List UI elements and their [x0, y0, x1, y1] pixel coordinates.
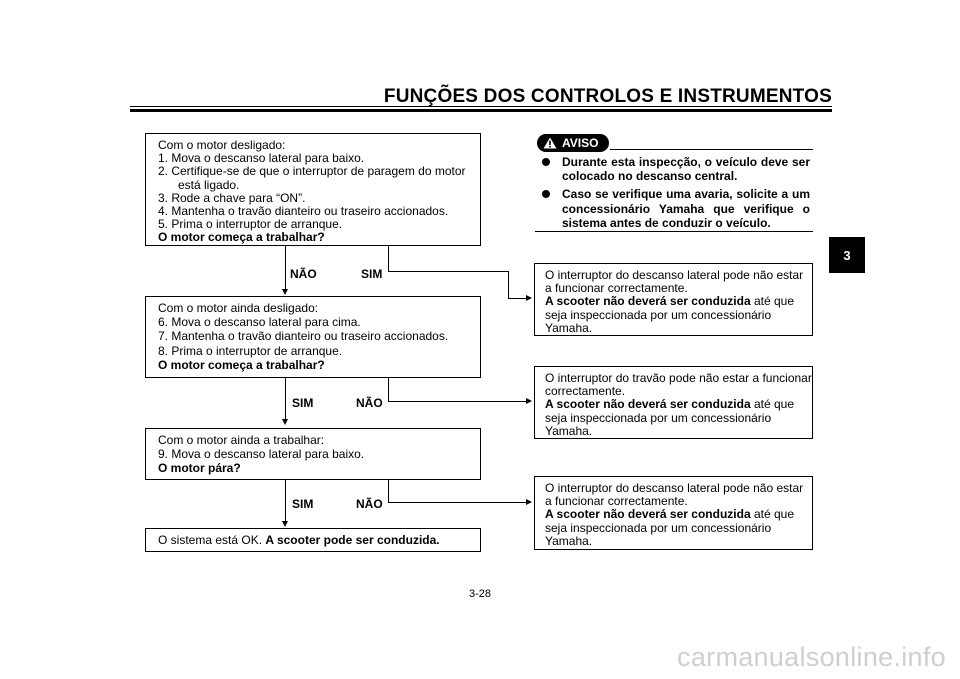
result-box-3	[534, 476, 813, 550]
connector-line	[388, 401, 527, 402]
result-warning: A scooter não deverá ser conduzida	[545, 507, 751, 522]
box2-line: 8. Prima o interruptor de arranque.	[158, 343, 343, 358]
result-line: a funcionar correctamente.	[545, 281, 688, 296]
arrow-down-icon	[282, 289, 288, 295]
box1-line: 5. Prima o interruptor de arranque.	[158, 217, 343, 232]
result-box-2	[534, 366, 813, 439]
section-tab[interactable]: 3	[829, 237, 865, 273]
aviso-top-rule	[610, 149, 813, 150]
result-line: seja inspeccionada por um concessionário	[545, 520, 772, 535]
arrow-down-icon	[282, 419, 288, 425]
arrow-down-icon	[282, 521, 288, 527]
result-line: O interruptor do descanso lateral pode não estar	[545, 268, 804, 282]
title-rule-thick	[130, 109, 832, 112]
flow-box-4	[145, 528, 481, 552]
box1-line: 2. Certifique-se de que o interruptor de paragem do motor	[158, 164, 466, 179]
box3-no-label: NÃO	[356, 497, 383, 511]
aviso-list	[540, 155, 810, 234]
box3-yes-label: SIM	[292, 497, 314, 511]
box1-no-label: NÃO	[290, 267, 317, 281]
connector-line	[508, 271, 509, 298]
connector-line	[388, 271, 508, 272]
result-line: até que	[753, 294, 795, 309]
watermark: carmanualsonline.info	[677, 642, 946, 672]
result-warning: A scooter não deverá ser conduzida	[545, 397, 751, 412]
result-line: Yamaha.	[545, 533, 593, 548]
result-line: O interruptor do descanso lateral pode não estar	[545, 481, 804, 495]
box3-question: O motor pára?	[158, 461, 241, 476]
arrow-right-icon	[526, 499, 532, 505]
page-number: 3-28	[468, 588, 492, 600]
box2-line: 6. Mova o descanso lateral para cima.	[158, 315, 361, 330]
result-line: Yamaha.	[545, 320, 593, 335]
box2-no-label: NÃO	[356, 396, 383, 410]
warning-icon	[543, 137, 557, 149]
bullet-icon	[542, 158, 550, 166]
result-line: O interruptor do travão pode não estar a funcionar	[545, 371, 812, 385]
box1-line: Com o motor desligado:	[158, 138, 286, 152]
result-warning: A scooter não deverá ser conduzida	[545, 294, 751, 309]
box3-line: Com o motor ainda a trabalhar:	[158, 433, 325, 447]
connector-line	[388, 378, 389, 401]
flow-box-3	[145, 428, 481, 480]
connector-line	[285, 378, 286, 420]
box1-line: 1. Mova o descanso lateral para baixo.	[158, 151, 365, 166]
box1-line: 4. Mantenha o travão dianteiro ou traseiro accionados.	[158, 204, 449, 219]
arrow-right-icon	[526, 295, 532, 301]
box1-question: O motor começa a trabalhar?	[158, 230, 325, 245]
box2-line: Com o motor ainda desligado:	[158, 301, 319, 315]
flow-box-2	[145, 296, 481, 378]
box3-line: 9. Mova o descanso lateral para baixo.	[158, 447, 365, 462]
result-line: seja inspeccionada por um concessionário	[545, 410, 772, 425]
aviso-item: Caso se verifique uma avaria, solicite a um concessionário Yamaha que verifique o sistema antes de conduzir o veículo.	[540, 187, 810, 230]
connector-line	[285, 246, 286, 290]
box1-line: 3. Rode a chave para “ON”.	[158, 190, 306, 205]
result-line: até que	[753, 507, 795, 522]
box2-question: O motor começa a trabalhar?	[158, 357, 325, 372]
connector-line	[388, 502, 527, 503]
box1-line: está ligado.	[178, 177, 240, 192]
aviso-badge	[537, 134, 609, 152]
connector-line	[388, 480, 389, 502]
result-line: correctamente.	[545, 384, 626, 399]
title-rule-thin	[130, 106, 832, 107]
flow-box-1	[145, 133, 481, 246]
result-line: Yamaha.	[545, 423, 593, 438]
connector-line	[285, 480, 286, 522]
box1-yes-label: SIM	[361, 267, 383, 281]
box2-line: 7. Mantenha o travão dianteiro ou traseiro accionados.	[158, 329, 449, 344]
box4-text: O sistema está OK.	[158, 533, 263, 547]
result-line: seja inspeccionada por um concessionário	[545, 307, 772, 322]
result-line: até que	[753, 397, 795, 412]
result-box-1	[534, 263, 813, 336]
aviso-label: AVISO	[562, 136, 599, 150]
box4-bold: A scooter pode ser conduzida.	[265, 533, 440, 547]
aviso-item: Durante esta inspecção, o veículo deve ser colocado no descanso central.	[540, 155, 810, 183]
result-line: a funcionar correctamente.	[545, 494, 688, 509]
aviso-bottom-rule	[535, 231, 813, 232]
arrow-right-icon	[526, 398, 532, 404]
page-title: FUNÇÕES DOS CONTROLOS E INSTRUMENTOS	[383, 86, 832, 107]
bullet-icon	[542, 190, 550, 198]
connector-line	[388, 246, 389, 271]
connector-line	[508, 298, 527, 299]
box2-yes-label: SIM	[292, 396, 314, 410]
